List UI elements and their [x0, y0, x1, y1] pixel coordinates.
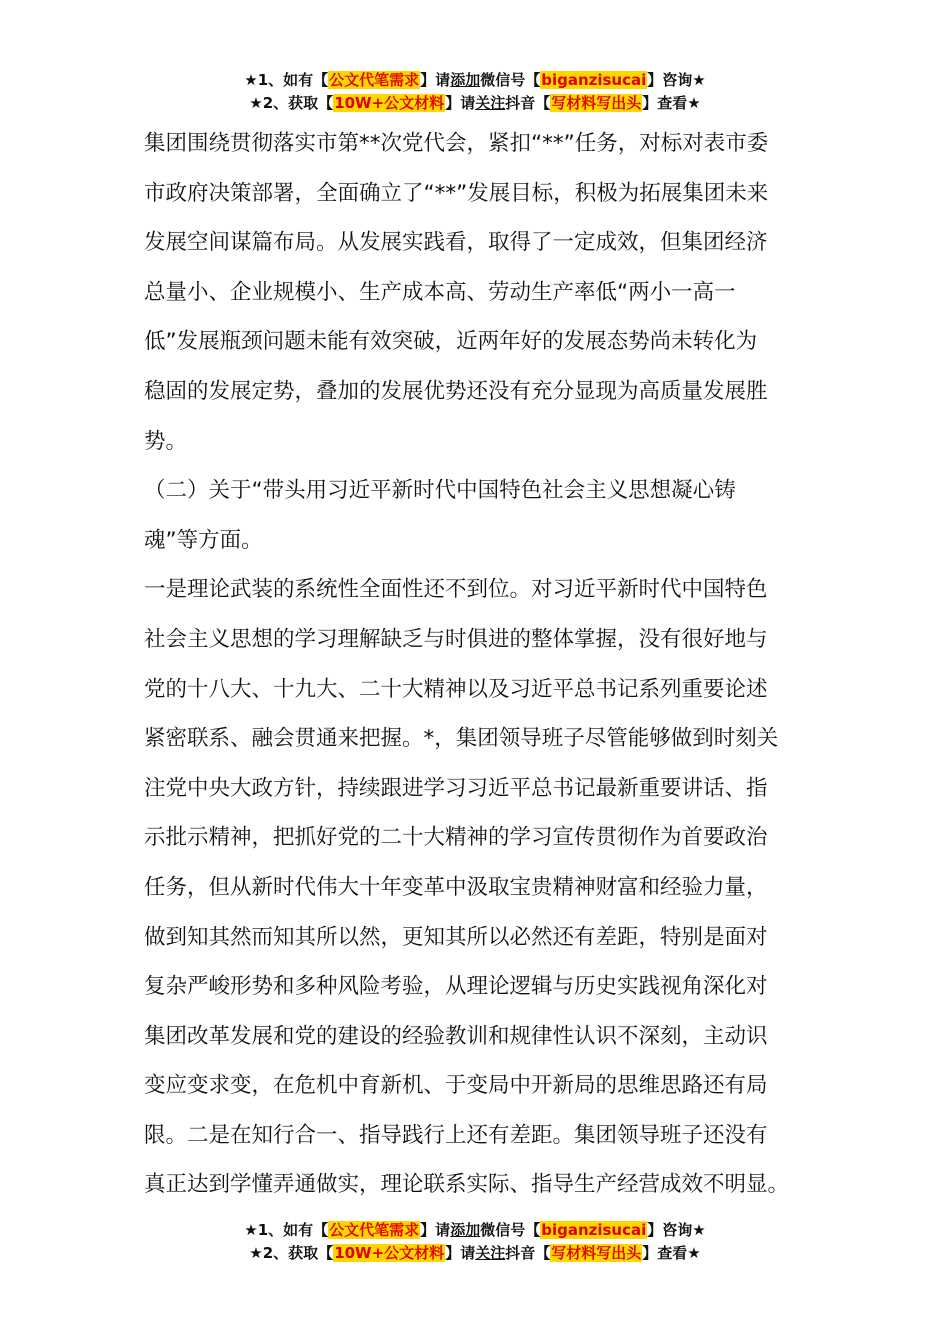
banner-text: 抖音【	[505, 94, 551, 112]
banner-line-1	[0, 69, 950, 92]
highlight-douyin-id: 写材料写出头	[551, 1244, 642, 1262]
underlined-word: 添加	[450, 71, 481, 89]
document-body	[144, 119, 824, 1210]
banner-line-2	[0, 92, 950, 115]
banner-text: ★1、如有【	[244, 71, 329, 89]
banner-line-1	[0, 1219, 950, 1242]
underlined-word: 添加	[450, 1221, 481, 1239]
banner-text: 】咨询★	[647, 71, 706, 89]
highlight-wechat-id: biganzisucai	[541, 1221, 647, 1239]
banner-text: 抖音【	[505, 1244, 551, 1262]
banner-text: ★2、获取【	[249, 94, 334, 112]
text-line: 势。	[144, 428, 188, 454]
underlined-word: 关注	[475, 1244, 506, 1262]
banner-line-2	[0, 1242, 950, 1265]
banner-text: 】咨询★	[647, 1221, 706, 1239]
text-line: 党的十八大、十九大、二十大精神以及习近平总书记系列重要论述	[144, 676, 768, 702]
banner-text: ★1、如有【	[244, 1221, 329, 1239]
highlight-douyin-id: 写材料写出头	[551, 94, 642, 112]
text-line: 复杂严峻形势和多种风险考验，从理论逻辑与历史实践视角深化对	[144, 974, 768, 1000]
text-line: 稳固的发展定势，叠加的发展优势还没有充分显现为高质量发展胜	[144, 378, 768, 404]
banner-text: 】请	[445, 1244, 476, 1262]
text-line: 变应变求变，在危机中育新机、于变局中开新局的思维思路还有局	[144, 1073, 768, 1099]
text-line: 做到知其然而知其所以然，更知其所以必然还有差距，特别是面对	[144, 924, 768, 950]
text-line: 一是理论武装的系统性全面性还不到位。对习近平新时代中国特色	[144, 577, 768, 603]
text-line: 发展空间谋篇布局。从发展实践看，取得了一定成效，但集团经济	[144, 230, 768, 256]
banner-text: 】请	[445, 94, 476, 112]
text-line: 集团改革发展和党的建设的经验教训和规律性认识不深刻，主动识	[144, 1023, 768, 1049]
text-line: 真正达到学懂弄通做实，理论联系实际、指导生产经营成效不明显。	[144, 1172, 790, 1198]
underlined-word: 关注	[475, 94, 506, 112]
banner-text: 】查看★	[642, 94, 701, 112]
banner-text: 微信号【	[480, 1221, 541, 1239]
banner-text: 】请	[420, 71, 451, 89]
text-line: 任务，但从新时代伟大十年变革中汲取宝贵精神财富和经验力量，	[144, 874, 768, 900]
banner-text: ★2、获取【	[249, 1244, 334, 1262]
highlight-materials: 10W+公文材料	[334, 94, 445, 112]
text-line: 集团围绕贯彻落实市第**次党代会，紧扣“**”任务，对标对表市委	[144, 131, 769, 156]
highlight-wechat-id: biganzisucai	[541, 71, 647, 89]
text-line: 总量小、企业规模小、生产成本高、劳动生产率低“两小一高一	[144, 279, 736, 305]
banner-text: 】查看★	[642, 1244, 701, 1262]
text-line: 注党中央大政方针，持续跟进学习习近平总书记最新重要讲话、指	[144, 775, 768, 801]
text-line: 市政府决策部署，全面确立了“**”发展目标，积极为拓展集团未来	[144, 180, 769, 206]
text-line: 示批示精神，把抓好党的二十大精神的学习宣传贯彻作为首要政治	[144, 825, 768, 851]
banner-text: 】请	[420, 1221, 451, 1239]
highlight-service: 公文代笔需求	[329, 71, 420, 89]
header-banner	[0, 69, 950, 115]
text-line: 社会主义思想的学习理解缺乏与时俱进的整体掌握，没有很好地与	[144, 626, 768, 652]
section-heading: （二）关于“带头用习近平新时代中国特色社会主义思想凝心铸	[144, 478, 736, 504]
text-line: 限。二是在知行合一、指导践行上还有差距。集团领导班子还没有	[144, 1122, 768, 1148]
section-heading: 魂”等方面。	[144, 527, 263, 553]
banner-text: 微信号【	[480, 71, 541, 89]
highlight-service: 公文代笔需求	[329, 1221, 420, 1239]
text-line: 紧密联系、融会贯通来把握。*，集团领导班子尽管能够做到时刻关	[144, 726, 779, 752]
text-line: 低”发展瓶颈问题未能有效突破，近两年好的发展态势尚未转化为	[144, 329, 758, 355]
highlight-materials: 10W+公文材料	[334, 1244, 445, 1262]
footer-banner	[0, 1219, 950, 1265]
